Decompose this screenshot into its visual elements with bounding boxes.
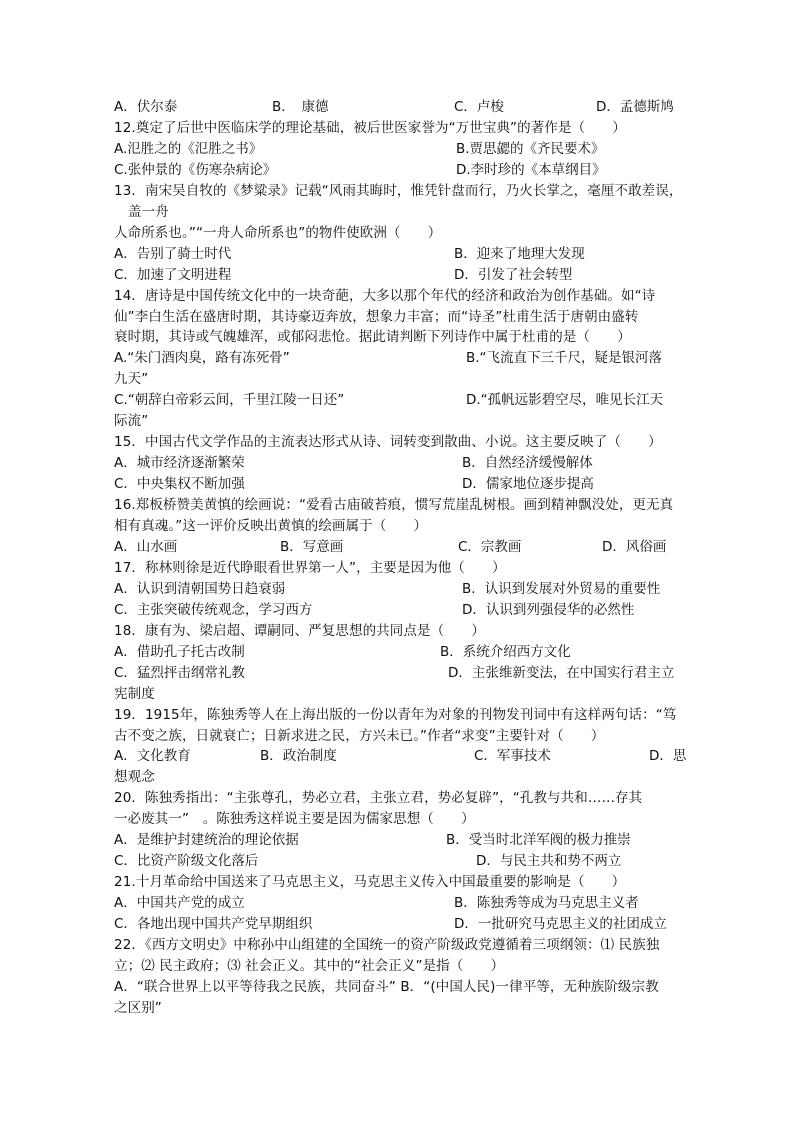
question-text-line: 人命所系也。”“一舟人命所系也”的物件使欧洲（ ） <box>114 225 442 241</box>
answer-option: B． 康德 <box>272 99 329 115</box>
option-row <box>114 851 694 871</box>
question-text-line: 宪制度 <box>114 686 155 702</box>
question-text-line: 立；⑵ 民主政府；⑶ 社会正义。其中的“社会正义”是指（ ） <box>114 958 505 974</box>
answer-option: A．伏尔泰 <box>114 99 178 115</box>
question-text-line: 相有真魂。”这一评价反映出黄慎的绘画属于（ ） <box>114 518 428 534</box>
answer-option: C．加速了文明进程 <box>114 267 232 283</box>
answer-option: B．系统介绍西方文化 <box>440 644 571 660</box>
option-row <box>114 914 694 934</box>
question-text-line: 之区别” <box>114 1000 162 1016</box>
option-row <box>114 893 694 913</box>
answer-option: A．城市经济逐渐繁荣 <box>114 455 245 471</box>
question-text-line: 盖一舟 <box>128 204 169 220</box>
option-row <box>114 600 694 620</box>
option-row <box>114 97 694 117</box>
question-text-line: 22．《西方文明史》中称孙中山组建的全国统一的资产阶级政党遵循着三项纲领：⑴ 民族独 <box>114 937 660 953</box>
answer-option: B．受当时北洋军阀的极力推崇 <box>446 832 631 848</box>
option-row <box>114 746 694 766</box>
answer-option: C．军事技术 <box>474 748 551 764</box>
answer-option: B．迎来了地理大发现 <box>454 246 585 262</box>
option-row <box>114 579 694 599</box>
question-text-line: 想观念 <box>114 769 155 785</box>
answer-option: D．认识到列强侵华的必然性 <box>462 602 635 618</box>
answer-option: A．山水画 <box>114 539 178 555</box>
question-text-line: 九天” <box>114 371 149 387</box>
answer-option: B．陈独秀等成为马克思主义者 <box>454 895 639 911</box>
question-text-line: 古不变之族，日就衰亡；日新求进之民，方兴未已。”作者“求变”主要针对（ ） <box>114 728 605 744</box>
option-row <box>114 139 694 159</box>
option-row <box>114 265 694 285</box>
option-row <box>114 453 694 473</box>
answer-option: C.张仲景的《伤寒杂病论》 <box>114 162 277 178</box>
question-text-line: 19．1915年，陈独秀等人在上海出版的一份以青年为对象的刊物发刊词中有这样两句话：“笃 <box>114 707 677 723</box>
answer-option: D．思 <box>649 748 687 764</box>
answer-option: C．主张突破传统观念，学习西方 <box>114 602 313 618</box>
option-row <box>114 160 694 180</box>
answer-option: A.氾胜之的《氾胜之书》 <box>114 141 263 157</box>
answer-option: A．告别了骑士时代 <box>114 246 232 262</box>
answer-option: C．比资产阶级文化落后 <box>114 853 259 869</box>
answer-option: B．认识到发展对外贸易的重要性 <box>462 581 661 597</box>
question-text-line: 14．唐诗是中国传统文化中的一块奇葩，大多以那个年代的经济和政治为创作基础。如“诗 <box>114 288 656 304</box>
answer-option: B.贾思勰的《齐民要术》 <box>456 141 605 157</box>
answer-option: A．中国共产党的成立 <box>114 895 245 911</box>
answer-option: D．一批研究马克思主义的社团成立 <box>454 916 667 932</box>
question-text-line: 际流” <box>114 413 149 429</box>
question-text-line: 17．称林则徐是近代睁眼看世界第一人”，主要是因为他（ ） <box>114 560 506 576</box>
answer-option: D．儒家地位逐步提高 <box>462 476 594 492</box>
question-text-line: 衰时期，其诗或气魄雄浑，或郁闷悲怆。据此请判断下列诗作中属于杜甫的是（ ） <box>114 329 631 345</box>
option-row <box>114 348 694 368</box>
answer-option: B.“飞流直下三千尺，疑是银河落 <box>466 350 663 366</box>
answer-option: C．卢梭 <box>454 99 504 115</box>
answer-option: C．宗教画 <box>458 539 522 555</box>
question-text-line: 15．中国古代文学作品的主流表达形式从诗、词转变到散曲、小说。这主要反映了（ ） <box>114 434 662 450</box>
answer-option: A.“朱门酒肉臭，路有冻死骨” <box>114 350 290 366</box>
answer-option: C．中央集权不断加强 <box>114 476 245 492</box>
question-text-line: 21.十月革命给中国送来了马克思主义，马克思主义传入中国最重要的影响是（ ） <box>114 874 626 890</box>
answer-option: B．自然经济缓慢解体 <box>462 455 593 471</box>
option-row <box>114 390 694 410</box>
question-text-line: 仙”李白生活在盛唐时期，其诗豪迈奔放，想象力丰富；而“诗圣”杜甫生活于唐朝由盛转 <box>114 309 639 325</box>
answer-option: C．各地出现中国共产党早期组织 <box>114 916 313 932</box>
question-text-line: A．“联合世界上以平等待我之民族，共同奋斗” B．“(中国人民)一律平等，无种族阶级宗教 <box>114 979 659 995</box>
question-text-line: 20．陈独秀指出：“主张尊孔，势必立君，主张立君，势必复辟”，“孔教与共和……存其 <box>114 790 643 806</box>
question-text-line: 12.奠定了后世中医临床学的理论基础，被后世医家誉为“万世宝典”的著作是（ ） <box>114 120 626 136</box>
answer-option: D．主张维新变法，在中国实行君主立 <box>448 665 675 681</box>
answer-option: D．与民主共和势不两立 <box>476 853 622 869</box>
answer-option: A．认识到清朝国势日趋衰弱 <box>114 581 286 597</box>
answer-option: D．风俗画 <box>602 539 667 555</box>
answer-option: A．借助孔子托古改制 <box>114 644 245 660</box>
answer-option: D.“孤帆远影碧空尽，唯见长江天 <box>466 392 664 408</box>
option-row <box>114 642 694 662</box>
question-text-line: 16.郑板桥赞美黄慎的绘画说：“爱看古庙破苔痕，惯写荒崖乱树根。画到精神飘没处，更无真 <box>114 497 674 513</box>
answer-option: B．写意画 <box>280 539 344 555</box>
answer-option: A．文化教育 <box>114 748 191 764</box>
answer-option: A．是维护封建统治的理论依据 <box>114 832 299 848</box>
question-text-line: 13．南宋吴自牧的《梦粱录》记载“风雨其晦时，惟凭针盘而行，乃火长掌之，毫厘不敢差误， <box>114 183 683 199</box>
answer-option: D.李时珍的《本草纲目》 <box>456 162 606 178</box>
answer-option: B．政治制度 <box>260 748 337 764</box>
question-text-line: 一必废其一” 。陈独秀这样说主要是因为儒家思想（ ） <box>114 811 475 827</box>
answer-option: D．引发了社会转型 <box>454 267 573 283</box>
answer-option: C.“朝辞白帝彩云间，千里江陵一日还” <box>114 392 345 408</box>
answer-option: C．猛烈抨击纲常礼教 <box>114 665 245 681</box>
option-row <box>114 663 694 683</box>
option-row <box>114 830 694 850</box>
option-row <box>114 244 694 264</box>
option-row <box>114 537 694 557</box>
question-text-line: 18．康有为、梁启超、谭嗣同、严复思想的共同点是（ ） <box>114 623 485 639</box>
option-row <box>114 474 694 494</box>
answer-option: D．孟德斯鸠 <box>596 99 674 115</box>
